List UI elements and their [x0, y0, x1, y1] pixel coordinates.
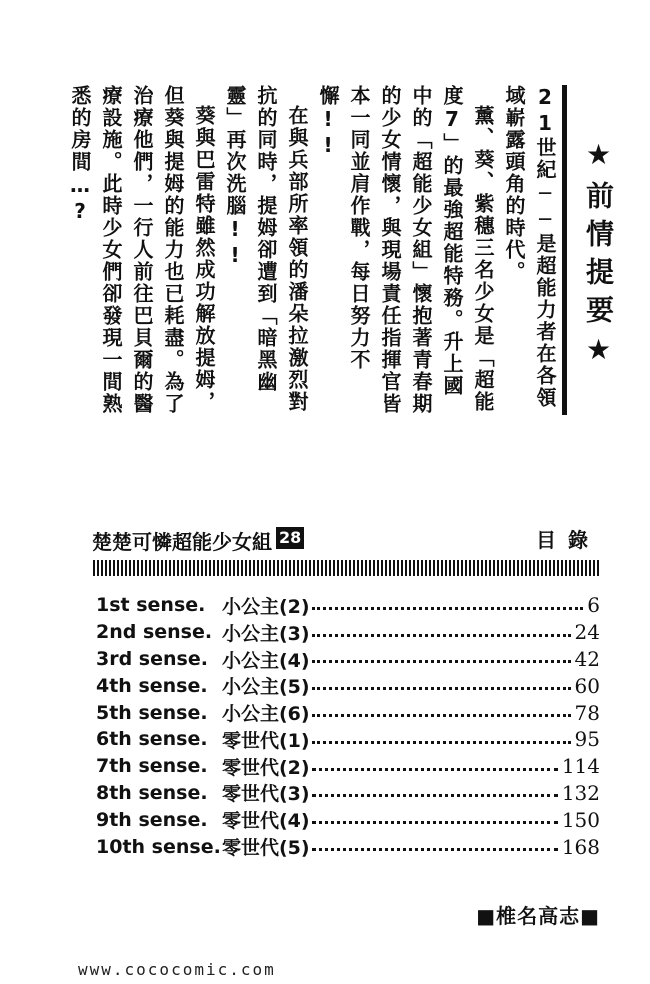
toc-chapter-title: 小公主(4) [222, 649, 310, 672]
toc-sense-label: 10th sense. [96, 835, 221, 858]
synopsis-heading: ★前情提要★ [582, 138, 615, 376]
toc-row [96, 833, 600, 860]
toc-row [96, 699, 600, 726]
synopsis-section [68, 85, 560, 445]
volume-badge: 28 [276, 527, 304, 549]
toc-sense-label: 9th sense. [96, 808, 208, 831]
toc-dot-leader [312, 794, 558, 797]
toc-chapter-title: 零世代(4) [222, 810, 310, 833]
toc-chapter-title: 零世代(5) [222, 837, 310, 860]
toc-dot-leader [312, 848, 558, 851]
toc-page-number: 24 [574, 620, 600, 645]
toc-row [96, 592, 600, 619]
synopsis-text [64, 85, 560, 415]
toc-chapter-title: 小公主(3) [222, 622, 310, 645]
toc-list [96, 592, 600, 860]
toc-dot-leader [312, 660, 571, 663]
toc-page-number: 78 [574, 700, 600, 725]
synopsis-paragraph-4: 葵與巴雷特雖然成功解放提姆，但葵與提姆的能力也已耗盡。為了治療他們，一行人前往巴貝爾的醫療設施。此時少女們卻發現一間熟悉的房間…? [68, 85, 216, 415]
toc-page-number: 168 [561, 834, 600, 859]
toc-sense-label: 2nd sense. [96, 621, 213, 644]
toc-dot-leader [312, 821, 558, 824]
toc-sense-label: 6th sense. [96, 728, 208, 751]
toc-chapter-title: 零世代(2) [222, 756, 310, 779]
toc-chapter-title: 零世代(3) [222, 783, 310, 806]
toc-row [96, 753, 600, 780]
toc-sense-label: 3rd sense. [96, 647, 208, 670]
toc-sense-label: 5th sense. [96, 701, 208, 724]
toc-page-number: 132 [561, 780, 600, 805]
toc-row [96, 646, 600, 673]
toc-row [96, 619, 600, 646]
toc-sense-label: 8th sense. [96, 781, 208, 804]
toc-dot-leader [312, 634, 571, 637]
synopsis-paragraph-2: 薰、葵、紫穗三名少女是「超能度7」的最強超能特務。升上國中的「超能少女組」懷抱著青春期的少女情懷，與現場責任指揮官皆本一同並肩作戰，每日努力不懈!! [316, 85, 495, 415]
toc-dot-leader [312, 687, 571, 690]
synopsis-paragraph-3: 在與兵部所率領的潘朵拉激烈對抗的同時，提姆卻遭到「暗黑幽靈」再次洗腦!! [223, 85, 309, 413]
author-name: ■椎名高志■ [476, 904, 600, 928]
toc-dot-leader [312, 768, 558, 771]
toc-sense-label: 7th sense. [96, 755, 208, 778]
toc-sense-label: 1st sense. [96, 594, 206, 617]
barcode-divider [93, 560, 600, 576]
toc-page-number: 150 [561, 807, 600, 832]
toc-dot-leader [312, 714, 571, 717]
series-title: 楚楚可憐超能少女組 [92, 530, 272, 554]
toc-chapter-title: 小公主(6) [222, 703, 310, 726]
toc-row [96, 806, 600, 833]
toc-row [96, 672, 600, 699]
toc-sense-label: 4th sense. [96, 674, 208, 697]
toc-page-number: 95 [574, 727, 600, 752]
toc-page-number: 60 [574, 673, 600, 698]
synopsis-paragraph-1: 21世紀──是超能力者在各領域嶄露頭角的時代。 [502, 85, 557, 409]
heading-divider [562, 85, 567, 415]
toc-header [92, 524, 600, 558]
toc-title: 目錄 [536, 528, 600, 552]
toc-chapter-title: 零世代(1) [222, 729, 310, 752]
toc-page-number: 114 [561, 754, 600, 779]
toc-chapter-title: 小公主(5) [222, 676, 310, 699]
toc-row [96, 780, 600, 807]
toc-page-number: 42 [574, 646, 600, 671]
toc-row [96, 726, 600, 753]
site-watermark: www.cococomic.com [78, 960, 276, 979]
toc-chapter-title: 小公主(2) [222, 595, 310, 618]
toc-dot-leader [312, 741, 571, 744]
toc-page-number: 6 [587, 593, 600, 618]
toc-dot-leader [312, 607, 584, 610]
